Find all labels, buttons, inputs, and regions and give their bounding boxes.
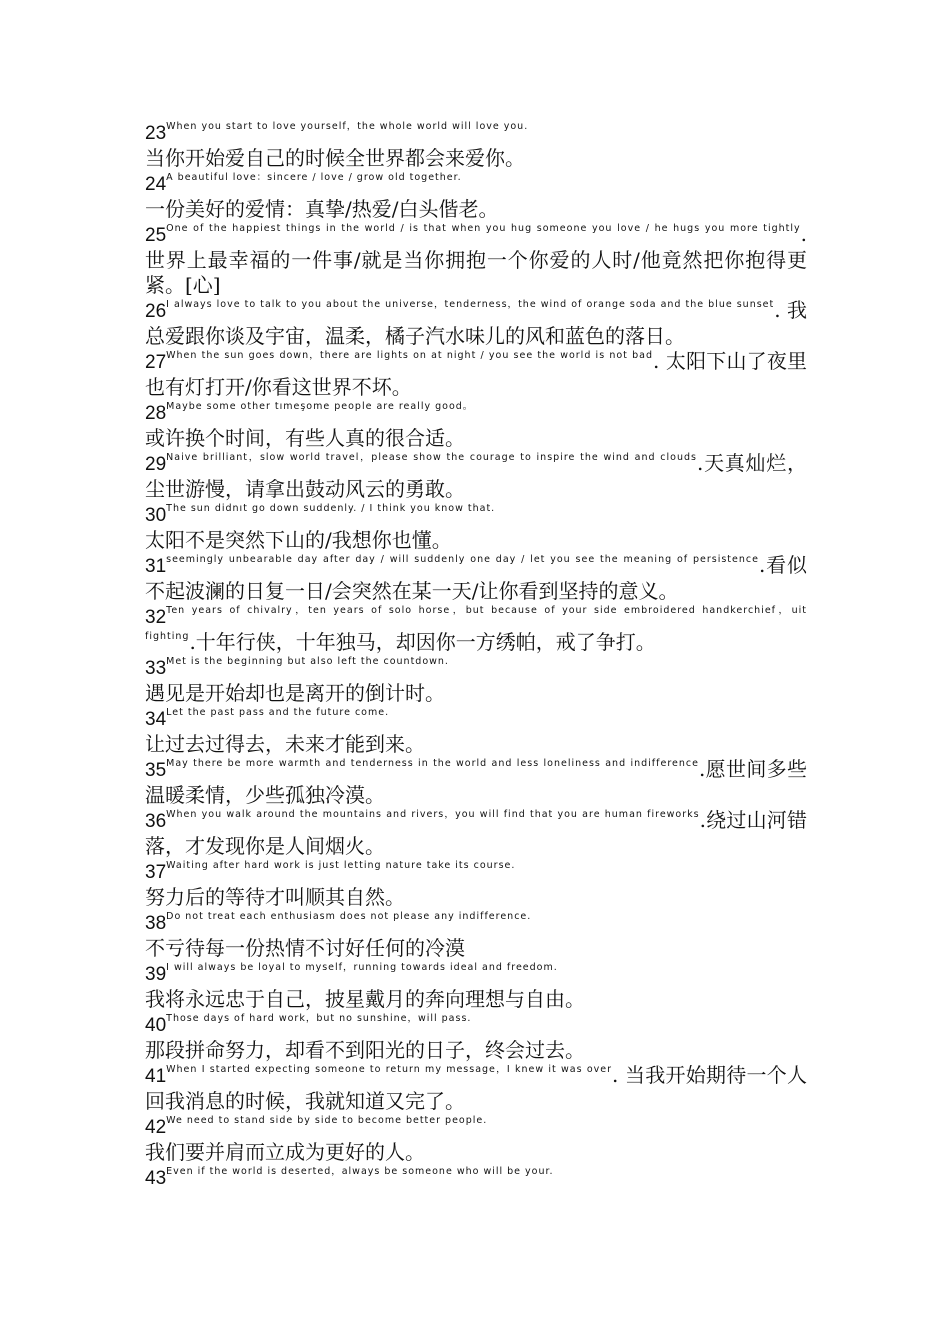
english-text: When you walk around the mountains and rivers，you will find that you are human fireworks	[166, 809, 700, 820]
chinese-text: 当你开始爱自己的时候全世界都会来爱你。	[145, 146, 525, 170]
entry-number: 34	[145, 709, 167, 730]
entry-number: 32	[145, 607, 167, 628]
english-text: A beautiful love：sincere / love / grow old together.	[166, 172, 462, 183]
english-text: The sun didnıt go down suddenly. / I think you know that.	[166, 503, 496, 514]
chinese-text: .十年行侠，十年独马，却因你一方绣帕，戒了争打。	[189, 630, 656, 654]
entry-number: 29	[145, 454, 167, 475]
chinese-text: 那段拼命努力，却看不到阳光的日子，终会过去。	[145, 1038, 585, 1062]
chinese-text: 或许换个时间，有些人真的很合适。	[145, 426, 465, 450]
english-text: We need to stand side by side to become better people.	[166, 1115, 488, 1126]
chinese-text: 一份美好的爱情：真挚/热爱/白头偕老。	[145, 197, 499, 221]
entry-number: 25	[145, 225, 167, 246]
quote-entry	[145, 604, 807, 655]
quote-entry	[145, 961, 807, 1012]
english-text: When I started expecting someone to return my message，I knew it was over	[166, 1064, 613, 1075]
chinese-text: 不亏待每一份热情不讨好任何的冷漠	[145, 936, 465, 960]
english-text: Maybe some other tımeşome people are really good。	[166, 401, 474, 412]
quote-entry	[145, 808, 807, 859]
chinese-text: .绕过山河错落，才发现你是人间烟火。	[145, 808, 808, 858]
english-text: Even if the world is deserted，always be someone who will be your.	[166, 1166, 554, 1177]
english-text: Ten years of chivalry，ten years of solo horse，but because of your side embroidered handkerchief，uit fighting	[145, 605, 807, 642]
quote-entry	[145, 400, 807, 451]
chinese-text: 我们要并肩而立成为更好的人。	[145, 1140, 425, 1164]
quote-entry	[145, 1063, 807, 1114]
quote-entry	[145, 706, 807, 757]
english-text: One of the happiest things in the world / is that when you hug someone you love / he hugs you more tightly	[166, 223, 801, 234]
chinese-text: . 太阳下山了夜里也有灯打开/你看这世界不坏。	[145, 349, 808, 399]
entry-number: 38	[145, 913, 167, 934]
quote-entry	[145, 298, 807, 349]
chinese-text: 遇见是开始却也是离开的倒计时。	[145, 681, 445, 705]
english-text: I always love to talk to you about the universe，tenderness，the wind of orange soda and the blue sunset	[166, 299, 775, 310]
document-page	[145, 120, 807, 1191]
chinese-text: 努力后的等待才叫顺其自然。	[145, 885, 405, 909]
quote-entry	[145, 1165, 807, 1191]
chinese-text: 让过去过得去，未来才能到来。	[145, 732, 425, 756]
entry-number: 39	[145, 964, 167, 985]
entry-number: 24	[145, 174, 167, 195]
entry-number: 35	[145, 760, 167, 781]
entry-number: 43	[145, 1168, 167, 1189]
english-text: Do not treat each enthusiasm does not please any indifference.	[166, 911, 532, 922]
english-text: Those days of hard work，but no sunshine，will pass.	[166, 1013, 472, 1024]
entry-number: 28	[145, 403, 167, 424]
chinese-text: .愿世间多些温暖柔情，少些孤独冷漠。	[145, 757, 807, 807]
quote-entry	[145, 910, 807, 961]
quote-entry	[145, 502, 807, 553]
entry-number: 30	[145, 505, 167, 526]
english-text: seemingly unbearable day after day / will suddenly one day / let you see the meaning of persistence	[166, 554, 759, 565]
quote-entry	[145, 553, 807, 604]
quote-entry	[145, 757, 807, 808]
entry-number: 27	[145, 352, 167, 373]
english-text: Waiting after hard work is just letting nature take its course.	[166, 860, 516, 871]
quote-entry	[145, 171, 807, 222]
quote-entry	[145, 1012, 807, 1063]
english-text: I will always be loyal to myself，running towards ideal and freedom.	[166, 962, 558, 973]
english-text: May there be more warmth and tenderness in the world and less loneliness and indifference	[166, 758, 699, 769]
quote-entry	[145, 222, 807, 298]
entry-number: 42	[145, 1117, 167, 1138]
quote-entry	[145, 859, 807, 910]
chinese-text: .天真灿烂，尘世游慢，请拿出鼓动风云的勇敢。	[145, 451, 808, 501]
chinese-text: .看似不起波澜的日复一日/会突然在某一天/让你看到坚持的意义。	[145, 553, 807, 603]
entry-number: 41	[145, 1066, 167, 1087]
english-text: Met is the beginning but also left the countdown.	[166, 656, 449, 667]
quote-entry	[145, 120, 807, 171]
quote-entry	[145, 349, 807, 400]
quote-entry	[145, 451, 807, 502]
english-text: When the sun goes down，there are lights on at night / you see the world is not bad	[166, 350, 653, 361]
english-text: When you start to love yourself，the whole world will love you.	[166, 121, 529, 132]
entry-number: 37	[145, 862, 167, 883]
chinese-text: .世界上最幸福的一件事/就是当你拥抱一个你爱的人时/他竟然把你抱得更紧。[心]	[145, 222, 807, 297]
entry-number: 36	[145, 811, 167, 832]
english-text: Naive brilliant，slow world travel，please show the courage to inspire the wind and clouds	[166, 452, 697, 463]
chinese-text: 我将永远忠于自己，披星戴月的奔向理想与自由。	[145, 987, 585, 1011]
entry-number: 23	[145, 123, 167, 144]
entry-number: 40	[145, 1015, 167, 1036]
quote-entry	[145, 1114, 807, 1165]
entry-number: 33	[145, 658, 167, 679]
chinese-text: . 当我开始期待一个人回我消息的时候，我就知道又完了。	[145, 1063, 808, 1113]
chinese-text: . 我总爱跟你谈及宇宙，温柔，橘子汽水味儿的风和蓝色的落日。	[145, 298, 807, 348]
chinese-text: 太阳不是突然下山的/我想你也懂。	[145, 528, 452, 552]
quote-entry	[145, 655, 807, 706]
entry-number: 31	[145, 556, 167, 577]
entry-number: 26	[145, 301, 167, 322]
english-text: Let the past pass and the future come.	[166, 707, 390, 718]
